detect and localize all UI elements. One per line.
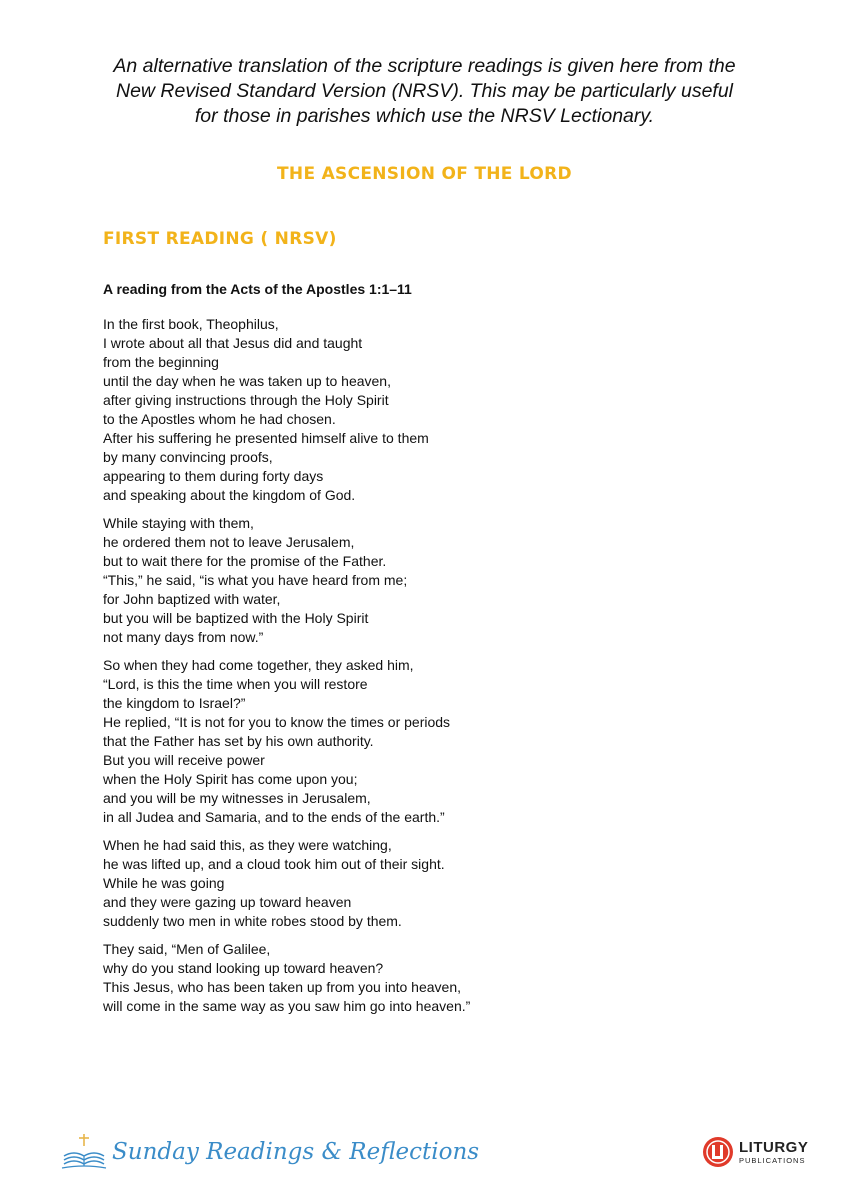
reading-line: “This,” he said, “is what you have heard from me; (103, 572, 408, 588)
reading-stanza (103, 315, 470, 505)
intro-note (60, 54, 789, 129)
footer-brand-text: Sunday Readings & Reflections (112, 1139, 480, 1165)
reading-stanza (103, 656, 470, 827)
reading-line: that the Father has set by his own authority. (103, 733, 374, 749)
publisher-sub: PUBLICATIONS (739, 1155, 806, 1165)
reading-line: While staying with them, (103, 515, 254, 531)
page-title: THE ASCENSION OF THE LORD (277, 164, 572, 184)
reading-line: from the beginning (103, 354, 219, 370)
reading-line: why do you stand looking up toward heaven? (103, 960, 384, 976)
reading-line: but you will be baptized with the Holy Spirit (103, 610, 369, 626)
reading-line: by many convincing proofs, (103, 449, 273, 465)
reading-line: After his suffering he presented himself alive to them (103, 430, 429, 446)
reading-line: “Lord, is this the time when you will restore (103, 676, 368, 692)
reading-line: he was lifted up, and a cloud took him out of their sight. (103, 856, 445, 872)
reading-line: I wrote about all that Jesus did and taught (103, 335, 363, 351)
reading-text (103, 315, 470, 1025)
publisher-logo (702, 1136, 808, 1168)
open-book-cross-icon (60, 1132, 108, 1172)
liturgy-logo-icon (702, 1136, 734, 1168)
reading-line: he ordered them not to leave Jerusalem, (103, 534, 355, 550)
footer-brand (60, 1132, 479, 1172)
reading-line: when the Holy Spirit has come upon you; (103, 771, 358, 787)
reading-line: for John baptized with water, (103, 591, 281, 607)
reading-line: in all Judea and Samaria, and to the ends of the earth.” (103, 809, 445, 825)
reading-line: and they were gazing up toward heaven (103, 894, 352, 910)
reading-citation: A reading from the Acts of the Apostles 1:1–11 (103, 281, 412, 297)
publisher-name: LITURGY (739, 1138, 809, 1156)
reading-line: not many days from now.” (103, 629, 264, 645)
reading-line: until the day when he was taken up to heaven, (103, 373, 391, 389)
reading-line: In the first book, Theophilus, (103, 316, 279, 332)
reading-line: appearing to them during forty days (103, 468, 324, 484)
reading-line: to the Apostles whom he had chosen. (103, 411, 336, 427)
reading-line: This Jesus, who has been taken up from you into heaven, (103, 979, 461, 995)
intro-line: An alternative translation of the scripture readings is given here from the (113, 55, 736, 77)
reading-heading: FIRST READING ( NRSV) (103, 229, 337, 249)
reading-line: but to wait there for the promise of the Father. (103, 553, 387, 569)
reading-line: He replied, “It is not for you to know the times or periods (103, 714, 451, 730)
reading-line: the kingdom to Israel?” (103, 695, 246, 711)
reading-stanza (103, 836, 470, 931)
reading-line: and speaking about the kingdom of God. (103, 487, 356, 503)
reading-line: While he was going (103, 875, 225, 891)
reading-stanza (103, 514, 470, 647)
reading-line: suddenly two men in white robes stood by them. (103, 913, 402, 929)
reading-line: and you will be my witnesses in Jerusalem, (103, 790, 371, 806)
intro-line: New Revised Standard Version (NRSV). This may be particularly useful (115, 80, 734, 102)
reading-line: will come in the same way as you saw him go into heaven.” (103, 998, 471, 1014)
reading-line: When he had said this, as they were watching, (103, 837, 392, 853)
intro-line: for those in parishes which use the NRSV Lectionary. (194, 105, 655, 127)
reading-line: But you will receive power (103, 752, 265, 768)
reading-line: They said, “Men of Galilee, (103, 941, 271, 957)
reading-line: after giving instructions through the Holy Spirit (103, 392, 389, 408)
reading-line: So when they had come together, they asked him, (103, 657, 414, 673)
reading-stanza (103, 940, 470, 1016)
